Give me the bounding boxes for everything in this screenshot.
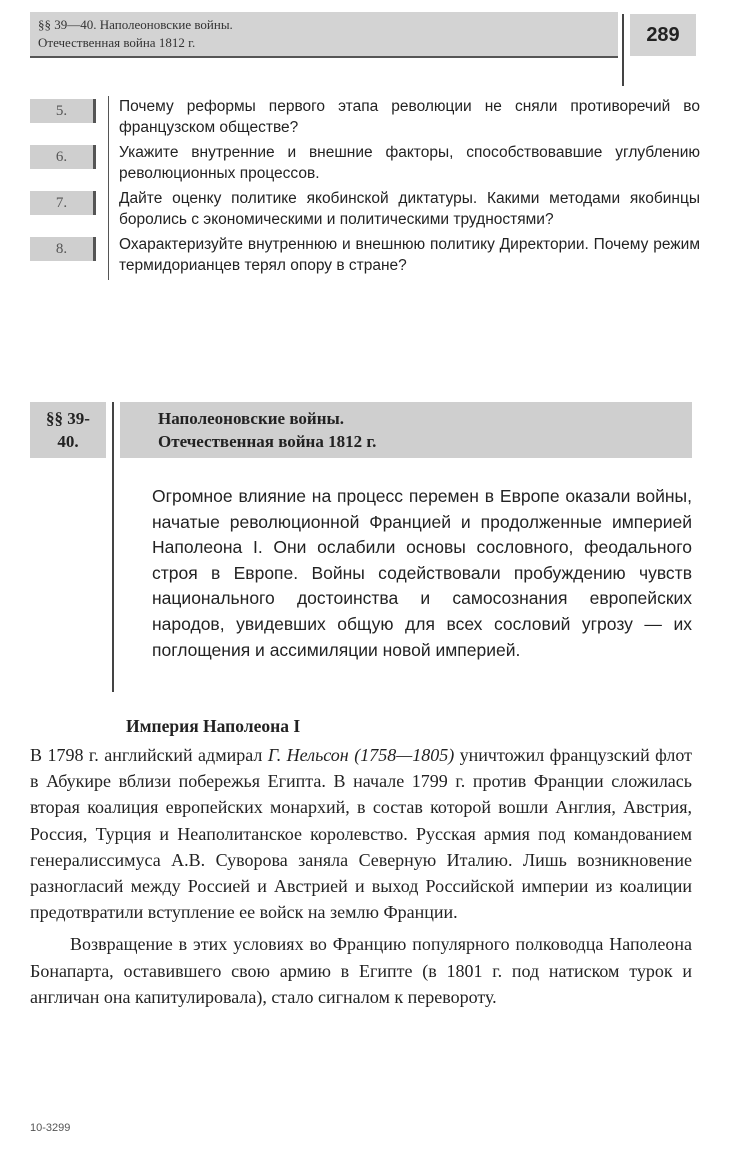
question-text: Дайте оценку политике якобинской диктатуры. Какими методами якобинцы боролись с экономическими и политическими трудностями? xyxy=(119,190,700,228)
question-number: 5. xyxy=(30,99,96,123)
section-title xyxy=(120,402,692,458)
paragraph xyxy=(30,742,692,925)
question-item xyxy=(30,234,700,280)
paragraph-text: уничтожил французский флот в Абукире вблизи побережья Египта. В начале 1799 г. против Франции сложилась вторая коалиция европейских монархий, в состав которой вошли Англия, Австрия, Россия, Турция и Неаполитанское королевство. Русская армия под командованием генералиссимуса А.В. Суворова заняла Северную Италию. Лишь возникновение разногласий между Россией и Австрией и выход Российской империи из коалиции предотвратили вступление ее войск на землю Франции. xyxy=(30,745,693,923)
section-divider xyxy=(112,402,114,692)
print-code: 10-3299 xyxy=(30,1122,71,1134)
question-divider xyxy=(108,234,119,280)
page-number: 289 xyxy=(630,14,696,56)
question-number: 8. xyxy=(30,237,96,261)
running-header-line1: §§ 39—40. Наполеоновские войны. xyxy=(38,17,233,32)
question-text: Почему реформы первого этапа революции не сняли противоречий во французском обществе? xyxy=(119,98,700,136)
question-text: Охарактеризуйте внутреннюю и внешнюю политику Директории. Почему режим термидорианцев терял опору в стране? xyxy=(119,236,700,274)
section-number-line1: §§ 39- xyxy=(46,409,90,428)
body-text xyxy=(30,742,692,1010)
subheading: Империя Наполеона I xyxy=(126,716,301,736)
question-item xyxy=(30,96,700,142)
section-number xyxy=(30,402,106,458)
question-text: Укажите внутренние и внешние факторы, способствовавшие углублению революционных процессов. xyxy=(119,144,700,182)
question-item xyxy=(30,188,700,234)
paragraph-text: В 1798 г. английский адмирал xyxy=(30,745,268,765)
italic-name: Г. Нельсон (1758—1805) xyxy=(267,745,455,765)
question-item xyxy=(30,142,700,188)
question-divider xyxy=(108,96,119,142)
section-intro: Огромное влияние на процесс перемен в Европе оказали войны, начатые революционной Францией и продолженные империей Наполеона I. Они ослабили основы сословного, феодального строя в Европе. Войны содействовали пробуждению чувств национального достоинства и самосознания европейских народов, увидевших общую для всех сословий угрозу — их поглощения и ассимиляции новой империей. xyxy=(152,486,692,660)
section-number-line2: 40. xyxy=(57,432,79,451)
running-header xyxy=(30,12,618,58)
question-number: 6. xyxy=(30,145,96,169)
section-title-line2: Отечественная война 1812 г. xyxy=(158,432,377,451)
paragraph: Возвращение в этих условиях во Францию популярного полководца Наполеона Бонапарта, оставившего свою армию в Египте (в 1801 г. под натиском турок и англичан она капитулировала), стало сигналом к перевороту. xyxy=(30,934,692,1007)
running-header-line2: Отечественная война 1812 г. xyxy=(38,35,196,50)
question-list xyxy=(30,96,700,280)
section-title-line1: Наполеоновские войны. xyxy=(158,409,345,428)
question-divider xyxy=(108,188,119,234)
header-divider xyxy=(622,14,624,86)
question-number: 7. xyxy=(30,191,96,215)
question-divider xyxy=(108,142,119,188)
